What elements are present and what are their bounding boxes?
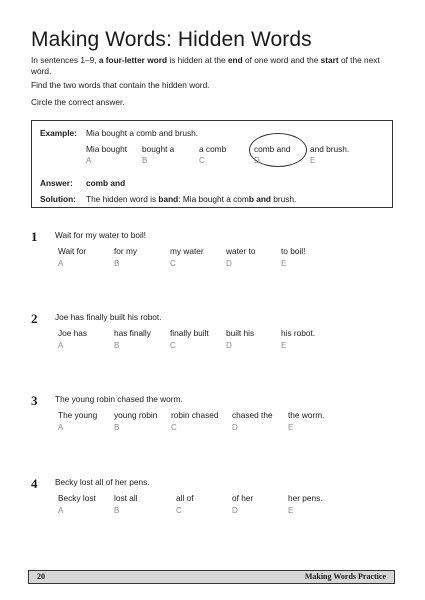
question-number: 1 (31, 229, 38, 244)
question-3-option-c-letter: C (171, 423, 177, 432)
solution-text (86, 194, 296, 204)
solution-hidden-part: b (248, 194, 254, 204)
example-label: Example: (40, 128, 77, 138)
instruction-text: is hidden at the (167, 55, 228, 65)
instruction-sentence-scope (31, 55, 386, 77)
question-4-option-d-letter: D (232, 506, 238, 515)
solution-label: Solution: (40, 194, 76, 204)
question-1-option-a[interactable]: Wait for (58, 246, 87, 256)
question-3-option-e-letter: E (288, 423, 294, 432)
example-option-a: Mia bought (86, 144, 128, 154)
example-option-e: and brush. (310, 144, 350, 154)
solution-hidden-part: and (256, 194, 271, 204)
question-2-option-a[interactable]: Joe has (58, 328, 88, 338)
question-2-option-a-letter: A (58, 341, 64, 350)
question-1-option-e-letter: E (281, 259, 287, 268)
question-4-option-e[interactable]: her pens. (288, 493, 323, 503)
example-sentence: Mia bought a comb and brush. (86, 128, 199, 138)
book-title: Making Words Practice (304, 572, 386, 581)
question-4-option-b[interactable]: lost all (114, 493, 138, 503)
question-3-option-a[interactable]: The young (58, 410, 98, 420)
answer-value: comb and (86, 178, 126, 188)
question-4-option-c[interactable]: all of (176, 493, 194, 503)
answer-label: Answer: (40, 178, 73, 188)
question-4-option-d[interactable]: of her (232, 493, 254, 503)
example-option-d-letter: D (254, 156, 260, 165)
question-1-option-c[interactable]: my water (170, 246, 204, 256)
example-option-c-letter: C (199, 156, 205, 165)
question-1-option-d-letter: D (226, 259, 232, 268)
question-4-option-e-letter: E (288, 506, 294, 515)
question-2-option-c-letter: C (170, 341, 176, 350)
example-option-a-letter: A (86, 156, 92, 165)
solution-fragment: The hidden word is (86, 194, 159, 204)
question-2-option-d[interactable]: built his (226, 328, 255, 338)
instruction-circle-answer: Circle the correct answer. (31, 97, 125, 107)
question-2-option-c[interactable]: finally built (170, 328, 209, 338)
question-4-option-c-letter: C (176, 506, 182, 515)
example-option-b: bought a (142, 144, 175, 154)
question-3-option-b-letter: B (114, 423, 120, 432)
example-box (31, 120, 393, 208)
question-4-option-a[interactable]: Becky lost (58, 493, 96, 503)
instruction-text: of one word and the (242, 55, 321, 65)
instruction-text: of the next word. (31, 55, 380, 76)
instruction-emphasis: a four-letter word (98, 55, 168, 65)
solution-hidden-word: band (158, 194, 179, 204)
solution-fragment: : Mia bought a com (178, 194, 249, 204)
question-3-option-d-letter: D (232, 423, 238, 432)
question-sentence: Wait for my water to boil! (55, 230, 146, 240)
page-number: 20 (37, 572, 45, 581)
question-1-option-b[interactable]: for my (114, 246, 138, 256)
question-number: 4 (31, 476, 38, 491)
instruction-emphasis: start (320, 55, 339, 65)
question-sentence: Joe has finally built his robot. (55, 312, 162, 322)
question-3-option-c[interactable]: robin chased (171, 410, 219, 420)
example-option-b-letter: B (142, 156, 148, 165)
question-2-option-d-letter: D (226, 341, 232, 350)
question-1-option-b-letter: B (114, 259, 120, 268)
question-number: 2 (31, 311, 38, 326)
question-1-option-a-letter: A (58, 259, 64, 268)
instruction-find-words: Find the two words that contain the hidden word. (31, 80, 210, 90)
question-1-option-d[interactable]: water to (226, 246, 256, 256)
page-footer (28, 570, 395, 584)
question-sentence: The young robin chased the worm. (55, 394, 183, 404)
example-option-d: comb and (254, 144, 291, 154)
question-sentence: Becky lost all of her pens. (55, 477, 150, 487)
question-3-option-a-letter: A (58, 423, 64, 432)
question-number: 3 (31, 393, 38, 408)
instruction-emphasis: end (227, 55, 243, 65)
instruction-text: In sentences 1–9, (31, 55, 99, 65)
example-option-c: a comb (199, 144, 227, 154)
example-option-e-letter: E (310, 156, 316, 165)
question-3-option-b[interactable]: young robin (114, 410, 158, 420)
question-4-option-b-letter: B (114, 506, 120, 515)
question-2-option-b[interactable]: has finally (114, 328, 151, 338)
question-2-option-b-letter: B (114, 341, 120, 350)
question-4-option-a-letter: A (58, 506, 64, 515)
question-1-option-c-letter: C (170, 259, 176, 268)
question-3-option-d[interactable]: chased the (232, 410, 273, 420)
page-title: Making Words: Hidden Words (31, 28, 312, 51)
question-1-option-e[interactable]: to boil! (281, 246, 306, 256)
question-2-option-e[interactable]: his robot. (281, 328, 316, 338)
question-3-option-e[interactable]: the worm. (288, 410, 325, 420)
question-2-option-e-letter: E (281, 341, 287, 350)
solution-fragment: brush. (270, 194, 297, 204)
